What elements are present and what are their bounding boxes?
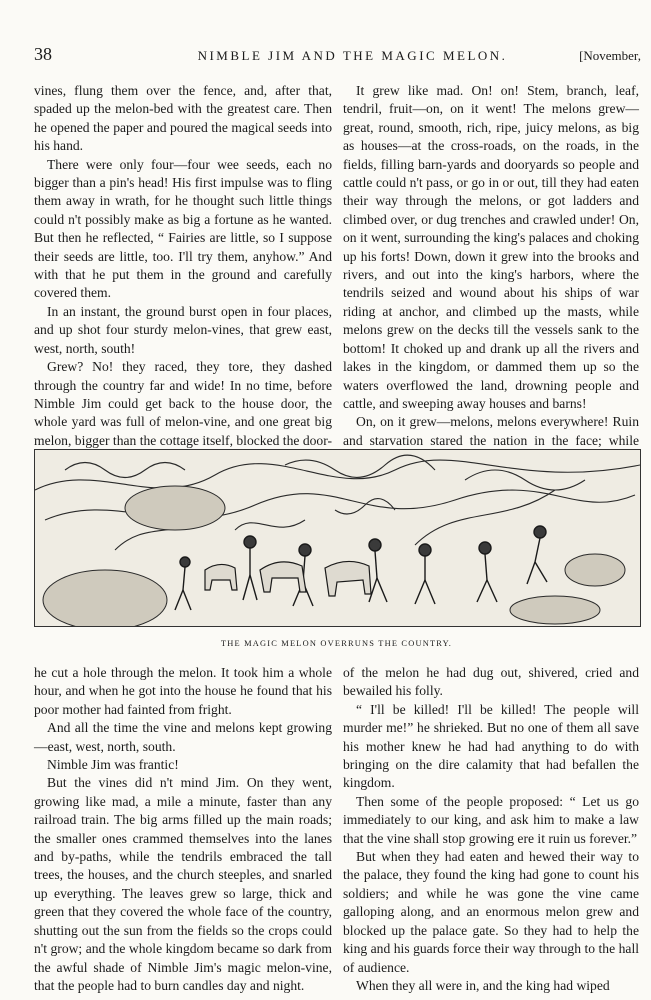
paragraph: There were only four—four wee seeds, each no bigger than a pin's head! His first impulse was to fling them away in wrath, for he thought such little things could n't possibly make as big a fortune as he wanted. But then he reflected, “ Fairies are little, so I suppose their seeds are little, too. I'll try them, anyhow.” And with that he put them in the ground and carefully covered them.	[34, 156, 332, 301]
paragraph: When they all were in, and the king had wiped	[356, 977, 610, 993]
figure-caption: THE MAGIC MELON OVERRUNS THE COUNTRY.	[220, 639, 453, 648]
running-title: NIMBLE JIM AND THE MAGIC MELON.	[197, 48, 508, 63]
paragraph: “ I'll be killed! I'll be killed! The people will murder me!” he shrieked. But no one of them all save his mother knew he had had anything to do with bringing on the dire calamity that had befallen the kingdom.	[343, 701, 639, 791]
paragraph: It grew like mad. On! on! Stem, branch, leaf, tendril, fruit—on, on it went! The melons grew—great, round, smooth, rich, ripe, juicy melons, as big as houses—at the cross-roads, on the roads, in the fields, filling barn-yards and dooryards so people and cattle could n't pass, or go in or out, till they had eaten their way through the melons, or got ladders and climbed over, or dug trenches and crawled under! On, on it went, surrounding the king's palaces and choking up his forts! Down, down it grew into the brooks and rivers, and out into the king's harbors, where the tendrils seized and wound about his ships of war riding at anchor, and climbed up the masts, while melons grew on the decks till the vessels sank to the bottom! It choked up and drank up all the rivers and lakes in the kingdom, or dammed them up so the waters overflowed the land, drowning people and cattle, and sweeping away houses and barns!	[343, 83, 639, 411]
paragraph: Grew? No! they raced, they tore, they dashed through the country far and wide! In no time, before Nimble Jim could get back to the house door, the whole yard was full of melon-vine, and one great big melon, bigger than the cottage itself, blocked the door-	[34, 359, 332, 448]
paragraph: Nimble Jim was frantic!	[47, 757, 179, 773]
column-bottom-right	[343, 664, 639, 995]
paragraph: On, on it grew—melons, melons everywhere! Ruin and starvation stared the nation in the face; while	[343, 414, 639, 448]
paragraph: But the vines did n't mind Jim. On they went, growing like mad, a mile a minute, faster than any railroad train. The big arms filled up the main roads; the smaller ones crammed themselves into the lanes and by-paths, while the tendrils embraced the tall trees, the houses, and the church steeples, and snarled up everything. The leaves grew so large, thick and green that they covered the whole face of the country, shutting out the sun from the fields so the crops could n't grow; and the whole kingdom became so dark from the awful shade of Nimble Jim's magic melon-vine, that the people had to burn candles day and night.	[34, 775, 332, 993]
paragraph: But when they had eaten and hewed their way to the palace, they found the king had gone to count his soldiers; and while he was gone the vine came galloping along, and an enormous melon grew and blocked up the palace gate. So they had to help the king and his guards force their way through to the hall of audience.	[343, 849, 639, 975]
illustration	[34, 449, 641, 627]
column-top-right	[343, 82, 639, 469]
column-bottom-left	[34, 664, 332, 995]
paragraph: of the melon he had dug out, shivered, cried and bewailed his folly.	[343, 665, 639, 699]
paragraph: And all the time the vine and melons kept growing—east, west, north, south.	[34, 720, 332, 754]
melon-crowd-illustration	[35, 450, 640, 626]
page-number: 38	[34, 44, 52, 64]
issue-month: [November,	[579, 48, 641, 63]
paragraph: In an instant, the ground burst open in four places, and up shot four sturdy melon-vines, that grew east, west, north, south!	[34, 303, 332, 356]
paragraph: vines, flung them over the fence, and, after that, spaded up the melon-bed with the greatest care. Then he opened the paper and poured the magical seeds into his hand.	[34, 83, 332, 154]
running-header	[34, 44, 641, 68]
paragraph: he cut a hole through the melon. It took him a whole hour, and when he got into the house he found that his poor mother had fainted from fright.	[34, 665, 332, 717]
paragraph: Then some of the people proposed: “ Let us go immediately to our king, and ask him to make a law that the vine shall stop growing ere it ruin us forever.”	[343, 793, 639, 846]
column-top-left	[34, 82, 332, 505]
